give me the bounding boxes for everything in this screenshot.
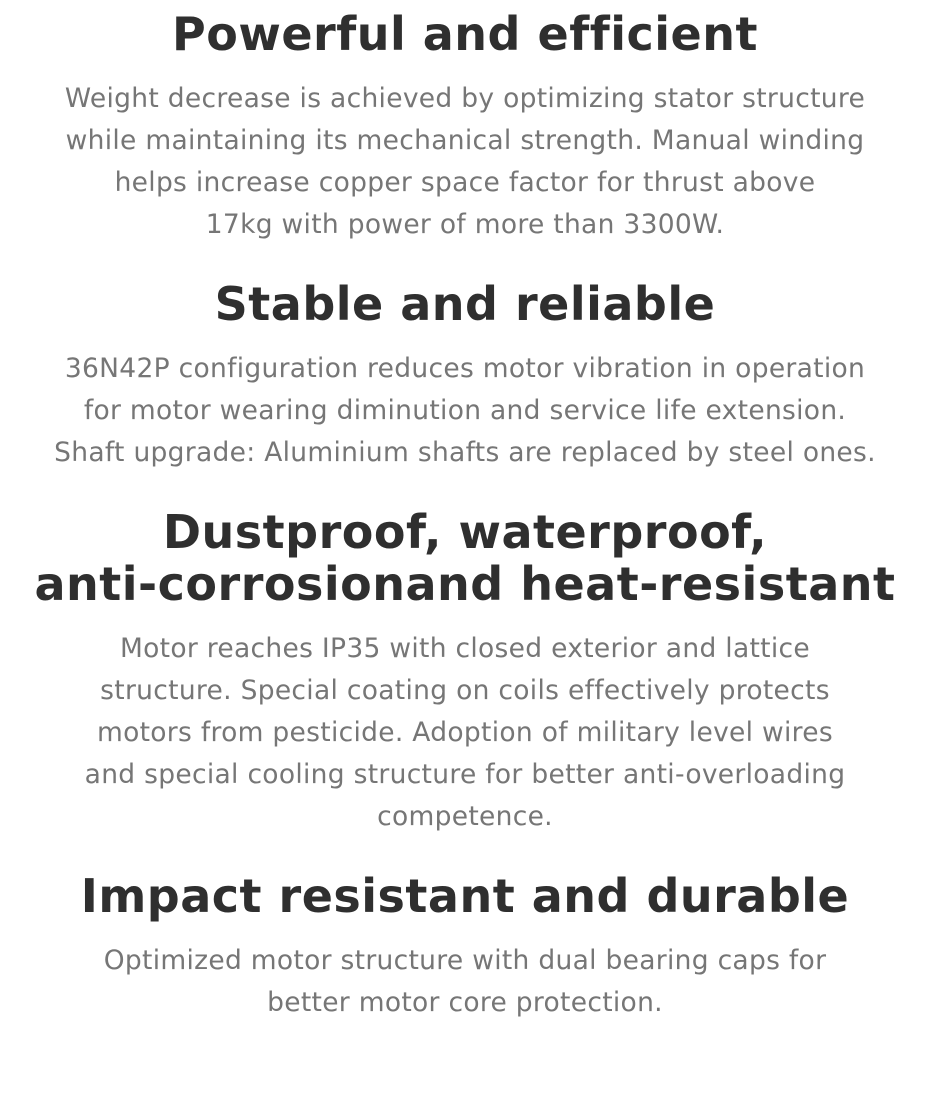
heading-line: Impact resistant and durable [80,869,850,923]
body-line: structure. Special coating on coils effectively protects [100,675,830,706]
section-heading [0,870,930,922]
body-line: competence. [377,801,553,832]
body-line: for motor wearing diminution and service life extension. [83,395,847,426]
heading-line: Dustproof, waterproof, [162,505,768,559]
heading-line: anti-corrosionand heat-resistant [34,557,896,611]
section-body [0,348,930,474]
section-heading [0,506,930,610]
body-line: Shaft upgrade: Aluminium shafts are replaced by steel ones. [54,437,876,468]
section-impact-resistant [0,870,930,1024]
body-line: motors from pesticide. Adoption of military level wires [96,717,834,748]
section-heading [0,8,930,60]
body-line: Motor reaches IP35 with closed exterior and lattice [119,633,811,664]
section-dustproof-waterproof [0,506,930,838]
body-line: while maintaining its mechanical strength. Manual winding [65,125,865,156]
heading-line: Stable and reliable [214,277,716,331]
section-powerful-efficient [0,8,930,246]
body-line: 36N42P configuration reduces motor vibration in operation [64,353,866,384]
section-stable-reliable [0,278,930,474]
section-heading [0,278,930,330]
section-body [0,940,930,1024]
heading-line: Powerful and efficient [172,7,758,61]
section-body [0,628,930,838]
body-line: better motor core protection. [267,987,663,1018]
body-line: Optimized motor structure with dual bearing caps for [103,945,827,976]
body-line: 17kg with power of more than 3300W. [205,209,725,240]
body-line: and special cooling structure for better anti-overloading [84,759,846,790]
body-line: Weight decrease is achieved by optimizing stator structure [64,83,866,114]
section-body [0,78,930,246]
body-line: helps increase copper space factor for thrust above [114,167,816,198]
